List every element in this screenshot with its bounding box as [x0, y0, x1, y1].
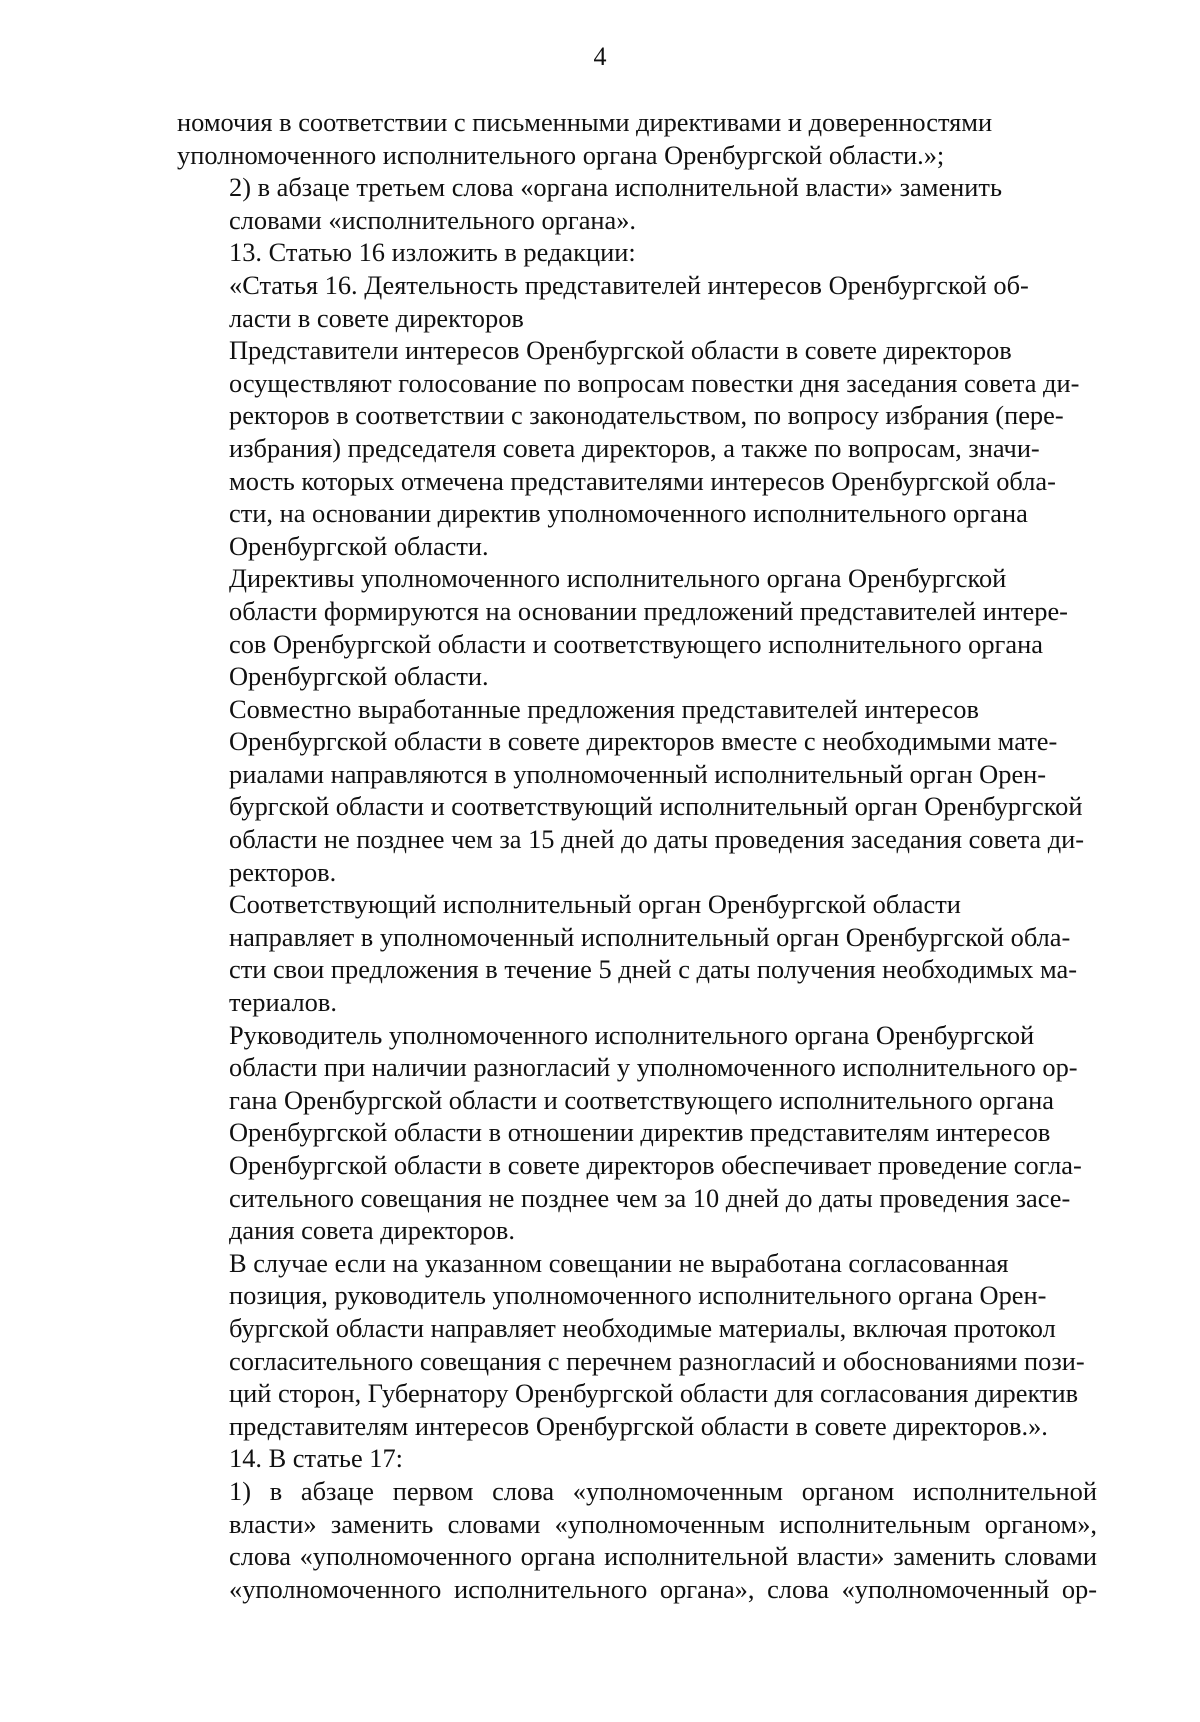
text-line: Оренбургской области в совете директоров вместе с необходимыми мате- [229, 726, 1058, 757]
text-line: бургской области направляет необходимые материалы, включая протокол [229, 1312, 1056, 1343]
text-line: бургской области и соответствующий исполнительный орган Оренбургской [229, 791, 1083, 822]
text-line: области не позднее чем за 15 дней до даты проведения заседания совета ди- [229, 824, 1085, 855]
text-line: позиция, руководитель уполномоченного исполнительного органа Орен- [229, 1280, 1047, 1311]
text-line: ций сторон, Губернатору Оренбургской области для согласования директив [229, 1378, 1079, 1409]
text-line: 14. В статье 17: [229, 1443, 403, 1474]
paragraph-item-1-article-17 [177, 1475, 1097, 1605]
text-line: слова «уполномоченного органа исполнительной власти» заменить словами [229, 1541, 1097, 1572]
text-line: уполномоченного исполнительного органа Оренбургской области.»; [177, 139, 945, 170]
text-line: Руководитель уполномоченного исполнительного органа Оренбургской [229, 1019, 1035, 1050]
paragraph-governor-referral [177, 1247, 1097, 1443]
text-line: Совместно выработанные предложения представителей интересов [229, 693, 979, 724]
text-line: мость которых отмечена представителями интересов Оренбургской обла- [229, 465, 1056, 496]
article-16-heading [177, 269, 1097, 334]
text-line: дания совета директоров. [229, 1215, 515, 1246]
text-line: Оренбургской области. [229, 661, 489, 692]
text-line: териалов. [229, 987, 337, 1018]
text-line: гана Оренбургской области и соответствующего исполнительного органа [229, 1084, 1054, 1115]
text-line: Директивы уполномоченного исполнительного органа Оренбургской [229, 563, 1007, 594]
paragraph-section-14 [177, 1442, 1097, 1475]
text-line: «Статья 16. Деятельность представителей интересов Оренбургской об- [229, 269, 1029, 300]
text-line: 13. Статью 16 изложить в редакции: [229, 237, 636, 268]
paragraph-relevant-body-proposals [177, 888, 1097, 1018]
text-line: риалами направляются в уполномоченный исполнительный орган Орен- [229, 758, 1047, 789]
text-line: согласительного совещания с перечнем разногласий и обоснованиями пози- [229, 1345, 1085, 1376]
document-body [177, 106, 1097, 1605]
text-line: представителям интересов Оренбургской области в совете директоров.». [229, 1410, 1048, 1441]
text-line: области при наличии разногласий у уполномоченного исполнительного ор- [229, 1052, 1078, 1083]
paragraph-section-13 [177, 236, 1097, 269]
text-line: ректоров в соответствии с законодательством, по вопросу избрания (пере- [229, 400, 1064, 431]
text-line: Соответствующий исполнительный орган Оренбургской области [229, 889, 961, 920]
text-line: сительного совещания не позднее чем за 10 дней до даты проведения засе- [229, 1182, 1071, 1213]
text-line: 1) в абзаце первом слова «уполномоченным органом исполнительной [229, 1475, 1097, 1506]
text-line: Оренбургской области в совете директоров обеспечивает проведение согла- [229, 1150, 1082, 1180]
text-line: Оренбургской области в отношении директив представителям интересов [229, 1117, 1051, 1148]
text-line: В случае если на указанном совещании не выработана согласованная [229, 1247, 1009, 1278]
text-line: словами «исполнительного органа». [229, 204, 637, 235]
text-line: избрания) председателя совета директоров, а также по вопросам, значи- [229, 432, 1040, 463]
paragraph-item-2 [177, 171, 1097, 236]
text-line: 2) в абзаце третьем слова «органа исполнительной власти» заменить [229, 172, 1002, 203]
text-line: Представители интересов Оренбургской области в совете директоров [229, 335, 1012, 366]
text-line: сти, на основании директив уполномоченного исполнительного органа [229, 498, 1028, 529]
text-line: осуществляют голосование по вопросам повестки дня заседания совета ди- [229, 367, 1080, 398]
paragraph-representatives-voting [177, 334, 1097, 562]
text-line: «уполномоченного исполнительного органа», слова «уполномоченный ор- [229, 1573, 1097, 1604]
page-number: 4 [593, 42, 607, 71]
text-line: Оренбургской области. [229, 530, 489, 561]
paragraph-continuation [177, 106, 1097, 171]
text-line: ласти в совете директоров [229, 302, 524, 333]
text-line: направляет в уполномоченный исполнительный орган Оренбургской обла- [229, 921, 1071, 952]
text-line: номочия в соответствии с письменными директивами и доверенностями [177, 107, 993, 137]
text-line: сти свои предложения в течение 5 дней с даты получения необходимых ма- [229, 954, 1078, 985]
text-line: власти» заменить словами «уполномоченным исполнительным органом», [229, 1508, 1097, 1539]
text-line: ректоров. [229, 856, 337, 887]
paragraph-directives-formation [177, 562, 1097, 692]
text-line: сов Оренбургской области и соответствующего исполнительного органа [229, 628, 1043, 659]
paragraph-conciliation-meeting [177, 1019, 1097, 1247]
paragraph-joint-proposals [177, 693, 1097, 889]
text-line: области формируются на основании предложений представителей интере- [229, 595, 1068, 626]
